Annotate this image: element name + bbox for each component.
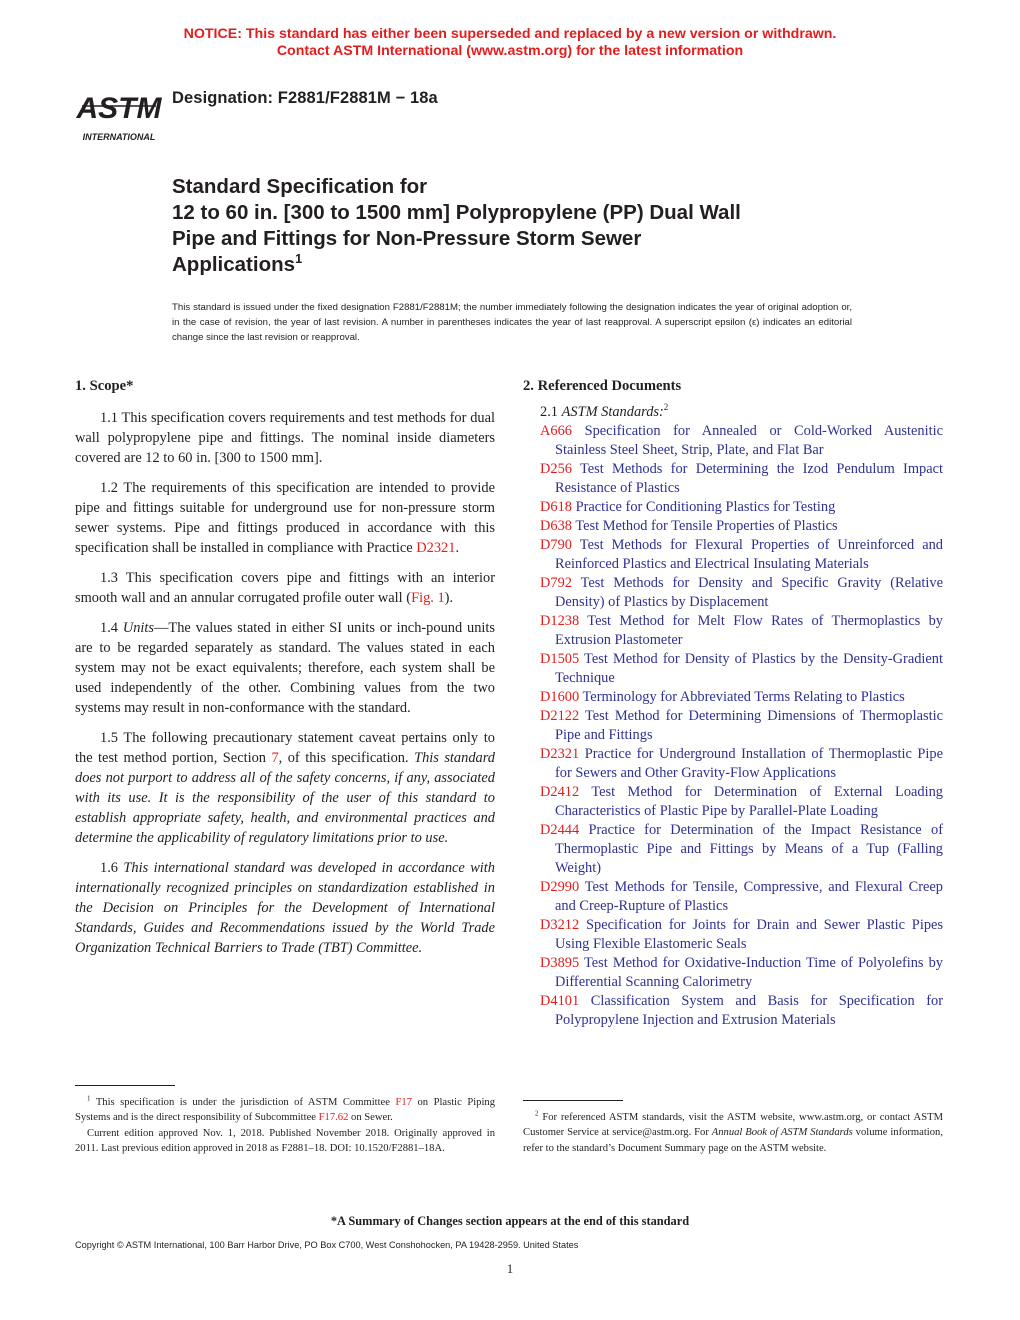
scope-para-1-3: 1.3 This specification covers pipe and fittings with an interior smooth wall and an annular corrugated profile outer wall (Fig. 1). [75,570,495,606]
reference-code-link[interactable]: D790 [540,537,572,553]
scope-para-1-1: 1.1 This specification covers requirements and test methods for dual wall polypropylene pipe and fittings. The nominal inside diameters covered are 12 to 60 in. [300 to 1500 mm]. [75,410,495,466]
reference-title-link[interactable]: Test Method for Tensile Properties of Plastics [571,518,838,534]
designation: Designation: F2881/F2881M − 18a [172,89,438,107]
reference-title-link[interactable]: Test Method for Determination of External Loading Characteristics of Plastic Pipe by Parallel-Plate Loading [555,784,943,819]
reference-item [523,460,943,498]
link-f17[interactable]: F17 [395,1097,412,1108]
reference-title-link[interactable]: Specification for Joints for Drain and Sewer Plastic Pipes Using Flexible Elastomeric Seals [555,917,943,952]
reference-code-link[interactable]: D3895 [540,955,580,971]
astm-standards-label: 2.1 ASTM Standards:$^2$ [540,402,669,420]
reference-item [523,707,943,745]
scope-para-1-4: 1.4 Units—The values stated in either SI units or inch-pound units are to be regarded separately as standard. The values stated in each system may not be exact equivalents; therefore, each system shall be used independently of the other. Combining values from the two systems may result in non-conformance with the standard. [75,620,495,716]
link-fig-1[interactable]: Fig. 1 [411,590,445,606]
reference-item [523,954,943,992]
reference-item [523,612,943,650]
reference-item [523,498,943,517]
reference-code-link[interactable]: D2321 [540,746,580,762]
reference-code-link[interactable]: D3212 [540,917,580,933]
reference-title-link[interactable]: Test Methods for Determining the Izod Pendulum Impact Resistance of Plastics [555,461,943,496]
page-number: 1 [506,1262,514,1276]
title-line-3: Pipe and Fittings for Non-Pressure Storm Sewer [172,227,642,250]
reference-code-link[interactable]: D618 [540,499,572,515]
reference-title-link[interactable]: Terminology for Abbreviated Terms Relating to Plastics [579,689,905,705]
reference-item [523,878,943,916]
reference-title-link[interactable]: Test Method for Determining Dimensions of Thermoplastic Pipe and Fittings [555,708,943,743]
reference-title-link[interactable]: Practice for Conditioning Plastics for Testing [571,499,836,515]
reference-code-link[interactable]: D2444 [540,822,580,838]
reference-code-link[interactable]: D2990 [540,879,580,895]
title-footnote-mark: 1 [295,251,303,267]
summary-of-changes-note: *A Summary of Changes section appears at the end of this standard [330,1214,690,1228]
referenced-documents-column [523,376,943,1030]
reference-code-link[interactable]: D1600 [540,689,580,705]
reference-list [523,422,943,1030]
footnote-rule-left [75,1085,175,1086]
issuance-statement: This standard is issued under the fixed designation F2881/F2881M; the number immediately following the designation indicates the year of original adoption or, in the case of revision, the year of last revision. A number in parentheses indicates the year of last reapproval. A superscript epsilon (ε) indicates an editorial change since the last revision or reapproval. [172,302,852,343]
copyright-line: Copyright © ASTM International, 100 Barr Harbor Drive, PO Box C700, West Conshohocken, PA 19428-2959. United States [75,1240,579,1250]
footnote-1: $^1$ This specification is under the jurisdiction of ASTM Committee F17 on Plastic Piping Systems and is the direct responsibility of Subcommittee F17.62 on Sewer. Current edition approved Nov. 1, 2018. Published November 2018. Originally approved in 2011. Last previous edition approved in 2018 as F2881–18. DOI: 10.1520/F2881–18A. [75,1094,495,1154]
link-f17-62[interactable]: F17.62 [318,1112,349,1124]
reference-title-link[interactable]: Test Method for Melt Flow Rates of Thermoplastics by Extrusion Plastometer [555,613,943,648]
reference-title-link[interactable]: Practice for Determination of the Impact Resistance of Thermoplastic Pipe and Fittings by Means of a Tup (Falling Weight) [555,822,943,876]
reference-title-link[interactable]: Test Methods for Density and Specific Gravity (Relative Density) of Plastics by Displacement [555,575,943,610]
title-line-1: Standard Specification for [172,175,428,198]
reference-item [523,422,943,460]
reference-item [523,688,943,707]
reference-code-link[interactable]: D1238 [540,613,580,629]
reference-code-link[interactable]: D638 [540,518,572,534]
scope-para-1-6: 1.6 This international standard was developed in accordance with internationally recognized principles on standardization established in the Decision on Principles for the Development of International Standards, Guides and Recommendations issued by the World Trade Organization Technical Barriers to Trade (TBT) Committee. [75,860,495,956]
scope-heading: 1. Scope* [75,378,134,394]
notice-line-1: NOTICE: This standard has either been superseded and replaced by a new version or withdrawn. [183,26,837,42]
astm-international-logo [76,74,162,144]
reference-title-link[interactable]: Test Method for Density of Plastics by the Density-Gradient Technique [555,651,943,686]
footnote-rule-right [523,1100,623,1101]
reference-code-link[interactable]: D1505 [540,651,580,667]
reference-title-link[interactable]: Test Method for Oxidative-Induction Time of Polyolefins by Differential Scanning Calorimetry [555,955,943,990]
reference-code-link[interactable]: D2122 [540,708,580,724]
reference-item [523,517,943,536]
reference-title-link[interactable]: Test Methods for Tensile, Compressive, and Flexural Creep and Creep-Rupture of Plastics [555,879,943,914]
logo-wordmark: ASTM [76,92,162,125]
reference-item [523,574,943,612]
title-line-2: 12 to 60 in. [300 to 1500 mm] Polypropylene (PP) Dual Wall [172,201,741,224]
reference-item [523,650,943,688]
document-title [172,174,872,278]
link-section-7[interactable]: 7 [271,750,279,766]
scope-para-1-2: 1.2 The requirements of this specification are intended to provide pipe and fittings suitable for underground use for non-pressure storm sewer systems. Pipe and fittings produced in accordance with this specification shall be installed in compliance with Practice D2321. [75,480,495,556]
reference-item [523,992,943,1030]
reference-item [523,821,943,878]
referenced-heading: 2. Referenced Documents [523,378,682,394]
scope-para-1-5: 1.5 The following precautionary statement caveat pertains only to the test method portion, Section 7, of this specification. This standard does not purport to address all of the safety concerns, if any, associated with its use. It is the responsibility of the user of this standard to establish appropriate safety, health, and environmental practices and determine the applicability of regulatory limitations prior to use. [75,730,495,846]
reference-title-link[interactable]: Classification System and Basis for Specification for Polypropylene Injection and Extrusion Materials [555,993,943,1028]
reference-item [523,536,943,574]
superseded-notice [0,26,1020,60]
notice-line-2: Contact ASTM International (www.astm.org) for the latest information [276,43,744,59]
reference-item [523,745,943,783]
footnote-2: $^2$ For referenced ASTM standards, visit the ASTM website, www.astm.org, or contact ASTM Customer Service at service@astm.org. For Annual Book of ASTM Standards volume information, refer to the standard’s Document Summary page on the ASTM website. [523,1109,943,1154]
reference-item [523,783,943,821]
reference-code-link[interactable]: D792 [540,575,572,591]
reference-title-link[interactable]: Specification for Annealed or Cold-Worked Austenitic Stainless Steel Sheet, Strip, Plate, and Flat Bar [555,423,943,458]
reference-title-link[interactable]: Practice for Underground Installation of Thermoplastic Pipe for Sewers and Other Gravity-Flow Applications [555,746,943,781]
reference-code-link[interactable]: D4101 [540,993,580,1009]
title-line-4: Applications [172,253,296,276]
reference-code-link[interactable]: A666 [540,423,572,439]
link-d2321[interactable]: D2321 [416,540,456,556]
reference-item [523,916,943,954]
scope-column [75,376,495,968]
reference-code-link[interactable]: D2412 [540,784,580,800]
reference-title-link[interactable]: Test Methods for Flexural Properties of Unreinforced and Reinforced Plastics and Electrical Insulating Materials [555,537,943,572]
logo-subtext: INTERNATIONAL [82,132,156,142]
reference-code-link[interactable]: D256 [540,461,572,477]
